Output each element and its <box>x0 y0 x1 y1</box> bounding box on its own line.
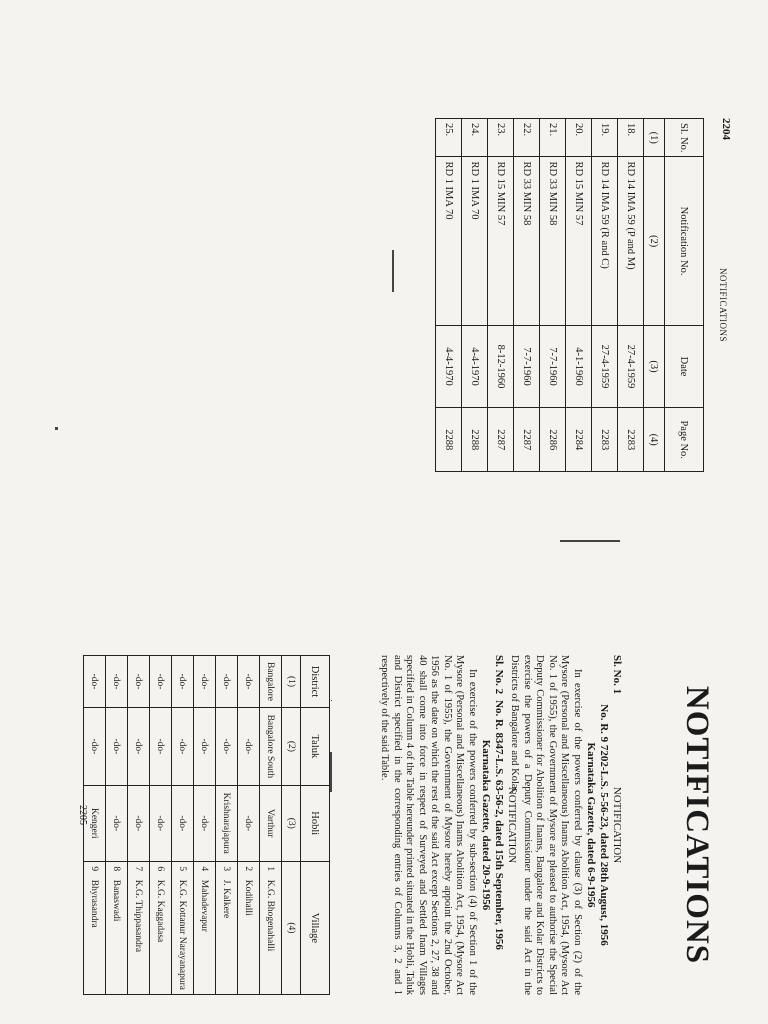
notification-cell: RD 33 MIN 58 <box>514 157 540 325</box>
column-header-page-no: Page No. <box>665 408 704 472</box>
taluk-cell: -do- <box>238 707 260 785</box>
village-number-cell: 8 <box>106 861 128 875</box>
village-cell: Kodihalli <box>238 876 260 995</box>
page-cell: 2288 <box>436 408 462 472</box>
table-header-row <box>665 119 704 472</box>
village-number-cell: 9 <box>84 861 106 875</box>
column-header-hobli: Hobli <box>301 785 330 861</box>
village-cell: K.G. Bhogenahalli <box>260 876 282 995</box>
sl-cell: 25. <box>436 119 462 157</box>
table-row <box>84 656 106 995</box>
column-number-row <box>644 119 665 472</box>
taluk-cell: -do- <box>84 707 106 785</box>
column-number: (2) <box>282 707 301 785</box>
taluk-cell: Bangalore South <box>260 707 282 785</box>
district-cell: Bangalore <box>260 656 282 708</box>
notification-cell: RD 1 IMA 70 <box>462 157 488 325</box>
sl-cell: 20. <box>566 119 592 157</box>
date-cell: 4-1-1960 <box>566 325 592 408</box>
notification-number: No. R. 9 7202-L.S. 5-56-23, dated 28th August, 1956 <box>598 704 610 946</box>
district-cell: -do- <box>106 656 128 708</box>
district-cell: -do- <box>128 656 150 708</box>
notification-body: In exercise of the powers conferred by clause (3) of Section (2) of the Mysore (Personal and Miscellaneous) Inams Abolition Act, 1954, (Mysore Act No. 1 of 1955), the Government of Mysore are pleased to authorise the Special Deputy Commissioner for Abolition of Inams, Bangalore and Kolar Districts to exercise the powers of a Deputy Commissioner under the said Act in the Districts of Bangalore and Kolar. <box>509 655 583 995</box>
village-number-cell: 6 <box>150 861 172 875</box>
table-row <box>488 119 514 472</box>
column-header-district: District <box>301 656 330 708</box>
table-row <box>566 119 592 472</box>
page-number: 2204 <box>720 118 732 140</box>
hobli-cell: Varthur <box>260 785 282 861</box>
inam-villages-table <box>83 655 330 995</box>
notification-cell: RD 14 IMA 59 (R and C) <box>592 157 618 325</box>
table-row <box>216 656 238 995</box>
district-cell: -do- <box>84 656 106 708</box>
village-cell: K.G. Kaggadasa <box>150 876 172 995</box>
gazette-date: Karnataka Gazette, dated 6-9-1956 <box>585 742 597 908</box>
table-row <box>592 119 618 472</box>
scan-mark <box>55 427 58 430</box>
district-cell: -do- <box>216 656 238 708</box>
hobli-cell: Krishnarajapura <box>216 785 238 861</box>
hobli-cell: -do- <box>172 785 194 861</box>
sl-no-2-label: Sl. No. 2 <box>493 655 505 695</box>
column-number: (2) <box>644 157 665 325</box>
date-cell: 4-4-1970 <box>462 325 488 408</box>
village-cell: J. Kalkere <box>216 876 238 995</box>
table-row <box>618 119 644 472</box>
hobli-cell: -do- <box>106 785 128 861</box>
date-cell: 8-12-1960 <box>488 325 514 408</box>
table-row <box>106 656 128 995</box>
column-number: (1) <box>644 119 665 157</box>
table-row <box>128 656 150 995</box>
notification-cell: RD 1 IMA 70 <box>436 157 462 325</box>
district-cell: -do- <box>150 656 172 708</box>
sl-cell: 21. <box>540 119 566 157</box>
sl-cell: 23. <box>488 119 514 157</box>
notification-number: No. R. 8347-L.S. 63-56-2, dated 15th September, 1956 <box>493 700 505 950</box>
page-cell: 2283 <box>618 408 644 472</box>
column-number-row <box>282 656 301 995</box>
village-cell: Mahadevapur <box>194 876 216 995</box>
table-row <box>514 119 540 472</box>
table-row <box>150 656 172 995</box>
table-row <box>436 119 462 472</box>
notification-heading: NOTIFICATION <box>611 786 623 864</box>
running-header: NOTIFICATIONS <box>718 268 728 342</box>
sl-cell: 19. <box>592 119 618 157</box>
notification-index-table <box>435 118 704 472</box>
taluk-cell: -do- <box>128 707 150 785</box>
village-cell: K.G. Kottanur Narayanapura <box>172 876 194 995</box>
hobli-cell: -do- <box>238 785 260 861</box>
column-header-village: Village <box>301 861 330 994</box>
village-number-cell: 5 <box>172 861 194 875</box>
taluk-cell: -do- <box>106 707 128 785</box>
page-cell: 2284 <box>566 408 592 472</box>
notification-cell: RD 14 IMA 59 (P and M) <box>618 157 644 325</box>
village-number-cell: 2 <box>238 861 260 875</box>
scan-mark <box>331 700 332 701</box>
sl-no-1-label: Sl. No. 1 <box>611 655 623 695</box>
notification-body: In exercise of the powers conferred by sub-section (4) of Section 1 of the Mysore (Personal and Miscellaneous) Inams Abolition Act, 1954, (Mysore Act No. 1 of 1955), the Government of Mysore hereby appoint the 2nd October, 1956 as the date on which the rest of the said Act except Sections 2, 27, 38 and 40 shall come into force in respect of Surveyed and Settled Inam Villages specified in Column 4 of the Table hereunder printed situated in the Hobli, Taluk and District specified in the corresponding entries of Columns 3, 2 and 1 respectively of the said Table. <box>379 655 478 995</box>
notification-cell: RD 33 MIN 58 <box>540 157 566 325</box>
page-2204 <box>432 118 732 490</box>
taluk-cell: -do- <box>150 707 172 785</box>
sl-cell: 22. <box>514 119 540 157</box>
notification-cell: RD 15 MIN 57 <box>488 157 514 325</box>
date-cell: 7-7-1960 <box>540 325 566 408</box>
hobli-cell: -do- <box>128 785 150 861</box>
page-cell: 2288 <box>462 408 488 472</box>
table-row <box>194 656 216 995</box>
scan-mark <box>392 250 394 292</box>
column-number: (3) <box>282 785 301 861</box>
column-number: (1) <box>282 656 301 708</box>
hobli-cell: -do- <box>194 785 216 861</box>
table-row <box>260 656 282 995</box>
sl-cell: 18. <box>618 119 644 157</box>
page-cell: 2287 <box>514 408 540 472</box>
column-header-notification-no: Notification No. <box>665 157 704 325</box>
scan-mark <box>560 540 620 542</box>
page-cell: 2286 <box>540 408 566 472</box>
village-number-cell: 4 <box>194 861 216 875</box>
table-row <box>462 119 488 472</box>
notification-cell: RD 15 MIN 57 <box>566 157 592 325</box>
taluk-cell: -do- <box>194 707 216 785</box>
column-header-date: Date <box>665 325 704 408</box>
page-title: NOTIFICATIONS <box>679 685 715 965</box>
table-row <box>172 656 194 995</box>
village-cell: Bhyrasandra <box>84 876 106 995</box>
table-header-row <box>301 656 330 995</box>
village-cell: K.G. Thippasandra <box>128 876 150 995</box>
district-cell: -do- <box>194 656 216 708</box>
date-cell: 4-4-1970 <box>436 325 462 408</box>
table-row <box>238 656 260 995</box>
table-row <box>540 119 566 472</box>
date-cell: 7-7-1960 <box>514 325 540 408</box>
hobli-cell: Kengeri <box>84 785 106 861</box>
notification-heading: NOTIFICATION <box>506 786 518 864</box>
page-cell: 2283 <box>592 408 618 472</box>
column-number: (3) <box>644 325 665 408</box>
sl-cell: 24. <box>462 119 488 157</box>
page-2205 <box>77 655 715 995</box>
date-cell: 27-4-1959 <box>592 325 618 408</box>
village-number-cell: 1 <box>260 861 282 875</box>
district-cell: -do- <box>172 656 194 708</box>
column-number: (4) <box>644 408 665 472</box>
gazette-date: Karnataka Gazette, dated 20-9-1956 <box>480 739 492 911</box>
page-number: 2205 <box>77 805 88 825</box>
column-header-taluk: Taluk <box>301 707 330 785</box>
column-header-sl-no: Sl. No. <box>665 119 704 157</box>
village-number-cell: 7 <box>128 861 150 875</box>
hobli-cell: -do- <box>150 785 172 861</box>
village-cell: Banaswadi <box>106 876 128 995</box>
district-cell: -do- <box>238 656 260 708</box>
date-cell: 27-4-1959 <box>618 325 644 408</box>
page-cell: 2287 <box>488 408 514 472</box>
taluk-cell: -do- <box>216 707 238 785</box>
village-number-cell: 3 <box>216 861 238 875</box>
column-number: (4) <box>282 861 301 994</box>
taluk-cell: -do- <box>172 707 194 785</box>
